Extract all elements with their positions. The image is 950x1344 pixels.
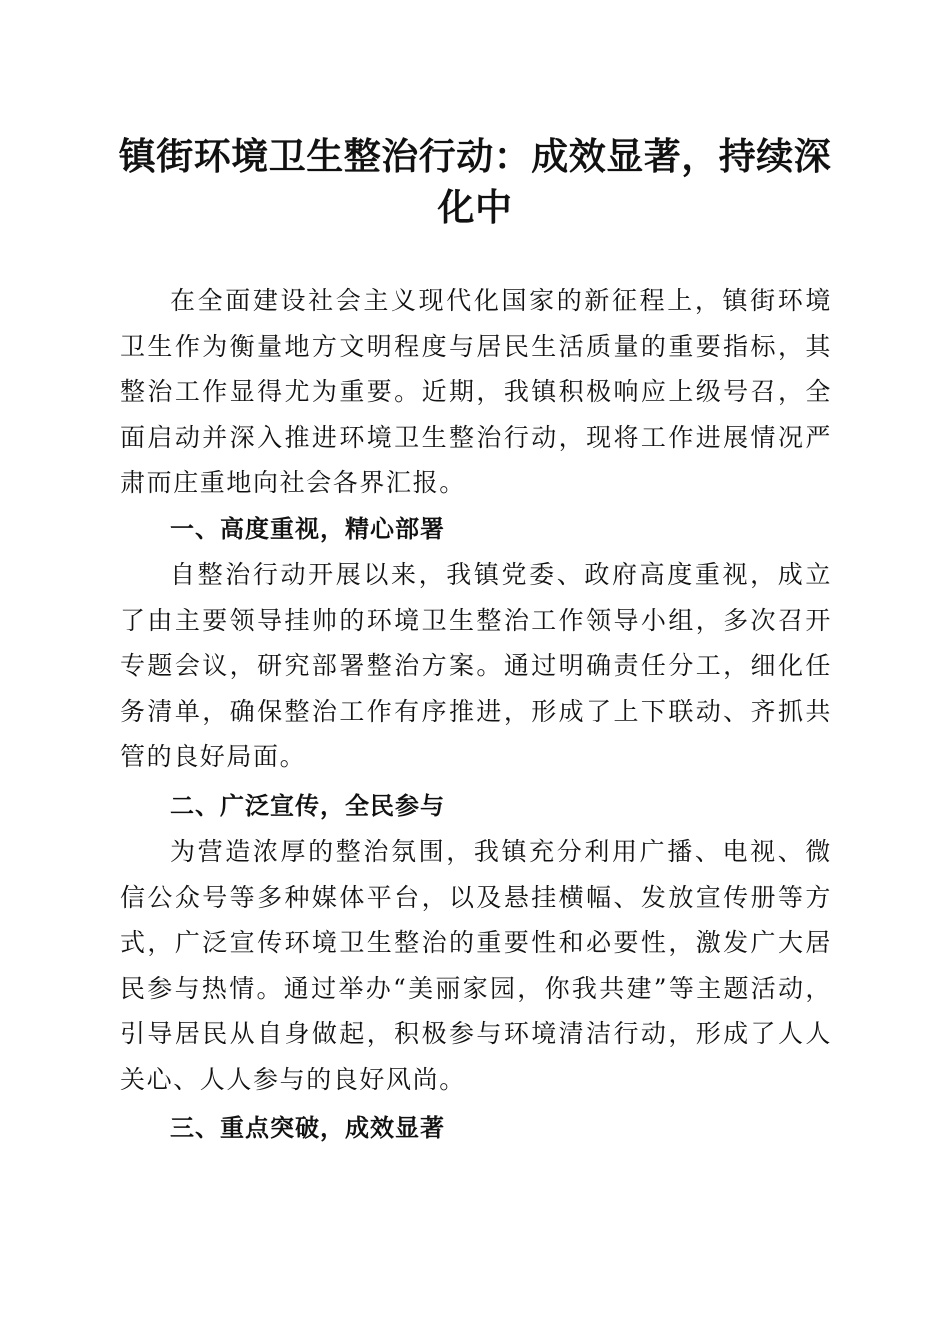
section-heading-1: 一、高度重视，精心部署 — [170, 514, 445, 543]
document-body — [120, 278, 832, 1152]
section-heading-2: 二、广泛宣传，全民参与 — [170, 791, 445, 820]
intro-paragraph: 在全面建设社会主义现代化国家的新征程上，镇街环境卫生作为衡量地方文明程度与居民生活质量的重要指标，其整治工作显得尤为重要。近期，我镇积极响应上级号召，全面启动并深入推进环境卫生整治行动，现将工作进展情况严肃而庄重地向社会各界汇报。 — [120, 286, 832, 497]
section-body-2: 为营造浓厚的整治氛围，我镇充分利用广播、电视、微信公众号等多种媒体平台，以及悬挂横幅、发放宣传册等方式，广泛宣传环境卫生整治的重要性和必要性，激发广大居民参与热情。通过举办“美丽家园，你我共建”等主题活动，引导居民从自身做起，积极参与环境清洁行动，形成了人人关心、人人参与的良好风尚。 — [120, 837, 832, 1094]
section-body-1: 自整治行动开展以来，我镇党委、政府高度重视，成立了由主要领导挂帅的环境卫生整治工作领导小组，多次召开专题会议，研究部署整治方案。通过明确责任分工，细化任务清单，确保整治工作有序推进，形成了上下联动、齐抓共管的良好局面。 — [120, 560, 832, 771]
section-heading-3: 三、重点突破，成效显著 — [170, 1114, 445, 1142]
document-title: 镇街环境卫生整治行动：成效显著，持续深化中 — [118, 134, 832, 229]
